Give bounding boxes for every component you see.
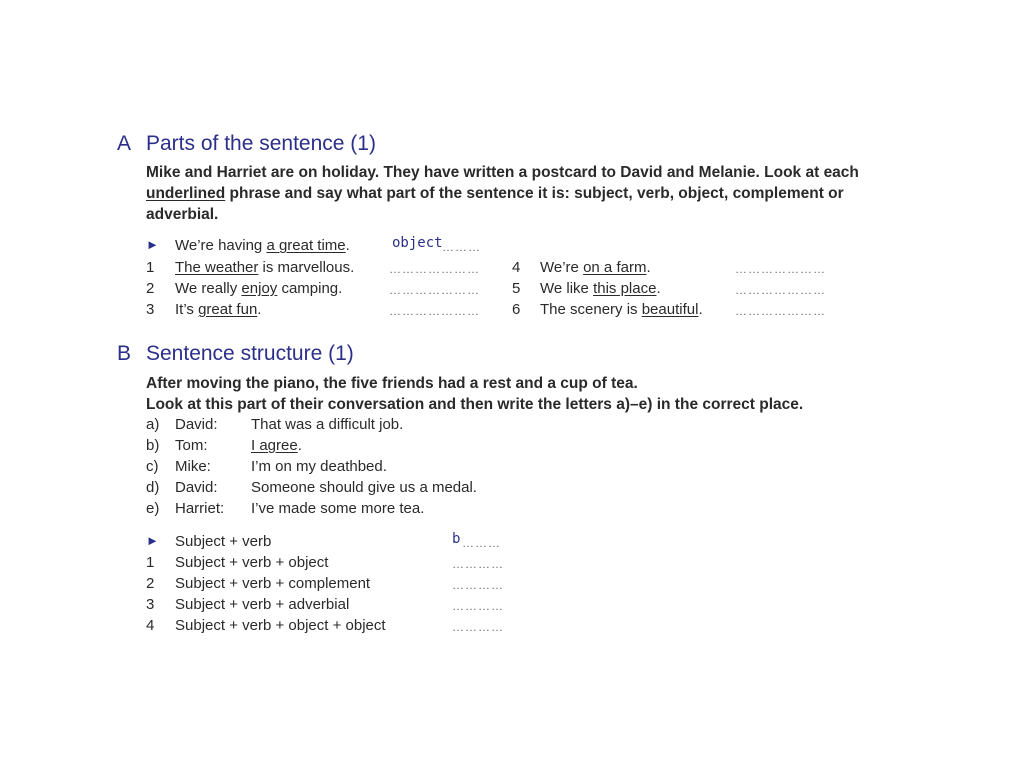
- example-answer: object: [392, 235, 443, 251]
- item-number: 2: [146, 575, 155, 592]
- section-a-item: [512, 301, 862, 322]
- sentence-text: .: [656, 280, 661, 297]
- answer-blank[interactable]: …………: [452, 620, 504, 634]
- dialogue-text: [251, 437, 302, 454]
- sentence-text: We’re: [540, 259, 584, 276]
- sentence-text: It’s: [175, 301, 199, 318]
- dialogue-line: [146, 500, 546, 521]
- dialogue-line: [146, 437, 546, 458]
- underlined-phrase: this place: [593, 280, 657, 297]
- instruction-line: Look at this part of their conversation and then write the letters a)–e) in the correct place.: [146, 396, 804, 413]
- underlined-phrase: beautiful: [641, 301, 699, 318]
- sentence-text: We like: [540, 280, 594, 297]
- dialogue-text: [251, 416, 403, 433]
- line-text: I’m on my deathbed.: [251, 458, 387, 475]
- item-number: 6: [512, 301, 521, 318]
- sentence-text: is marvellous.: [258, 259, 355, 276]
- answer-blank[interactable]: …………………: [389, 283, 480, 297]
- item-sentence: [540, 259, 651, 276]
- structure-text: Subject + verb + complement: [175, 575, 371, 592]
- section-a-item: [146, 280, 506, 301]
- answer-dots: ………: [462, 536, 501, 550]
- answer-blank[interactable]: …………………: [389, 304, 480, 318]
- item-number: 4: [146, 617, 155, 634]
- speaker-name: David:: [175, 479, 218, 496]
- dialogue-text: [251, 479, 477, 496]
- item-number: 3: [146, 596, 155, 613]
- instruction-text: phrase and say what part of the sentence it is: subject, verb, object, complement or: [225, 185, 844, 202]
- underlined-word: underlined: [146, 185, 226, 202]
- sentence-text: We’re having: [175, 237, 267, 254]
- item-sentence: [175, 280, 342, 297]
- structure-item: [146, 596, 526, 617]
- item-number: 4: [512, 259, 521, 276]
- section-a-item: [512, 280, 862, 301]
- dialogue-line: [146, 458, 546, 479]
- item-sentence: [540, 280, 661, 297]
- example-answer: b: [452, 531, 461, 547]
- answer-blank[interactable]: …………………: [735, 283, 826, 297]
- example-arrow-icon: ►: [146, 533, 159, 548]
- section-b-letter: B: [117, 342, 132, 365]
- answer-blank[interactable]: …………………: [389, 262, 480, 276]
- section-b-title: Sentence structure (1): [146, 342, 354, 365]
- answer-blank[interactable]: …………………: [735, 304, 826, 318]
- sentence-text: .: [646, 259, 651, 276]
- line-text: I’ve made some more tea.: [251, 500, 425, 517]
- answer-blank[interactable]: …………: [452, 578, 504, 592]
- speaker-name: Tom:: [175, 437, 208, 454]
- structure-text: Subject + verb: [175, 533, 272, 550]
- item-sentence: [540, 301, 703, 318]
- sentence-text: We really: [175, 280, 242, 297]
- dialogue-label: a): [146, 416, 160, 433]
- sentence-text: camping.: [277, 280, 343, 297]
- section-a-item: [512, 259, 862, 280]
- section-a-item: [146, 259, 506, 280]
- speaker-name: David:: [175, 416, 218, 433]
- sentence-text: The scenery is: [540, 301, 642, 318]
- example-arrow-icon: ►: [146, 237, 159, 252]
- sentence-text: .: [345, 237, 350, 254]
- line-text: .: [297, 437, 302, 454]
- section-a-item: [146, 301, 506, 322]
- example-sentence: [175, 237, 350, 254]
- line-text: Someone should give us a medal.: [251, 479, 477, 496]
- dialogue-label: b): [146, 437, 160, 454]
- underlined-phrase: on a farm: [583, 259, 647, 276]
- answer-blank[interactable]: …………: [452, 557, 504, 571]
- item-number: 2: [146, 280, 155, 297]
- dialogue-text: [251, 500, 424, 517]
- answer-blank[interactable]: …………: [452, 599, 504, 613]
- item-number: 5: [512, 280, 521, 297]
- section-a-title: Parts of the sentence (1): [146, 132, 376, 155]
- instruction-line: Mike and Harriet are on holiday. They have written a postcard to David and Melanie. Look at each: [146, 164, 859, 181]
- instruction-line: After moving the piano, the five friends had a rest and a cup of tea.: [146, 375, 638, 392]
- item-sentence: [175, 259, 354, 276]
- dialogue-text: [251, 458, 387, 475]
- section-a-letter: A: [117, 132, 132, 155]
- instruction-line: adverbial.: [146, 206, 219, 223]
- dialogue-label: d): [146, 479, 160, 496]
- structure-text: Subject + verb + object: [175, 554, 329, 571]
- dialogue-label: c): [146, 458, 159, 475]
- dialogue-label: e): [146, 500, 160, 517]
- item-number: 1: [146, 259, 155, 276]
- section-a-instruction: [146, 162, 859, 225]
- answer-dots: ………: [442, 240, 481, 254]
- structure-text: Subject + verb + adverbial: [175, 596, 350, 613]
- underlined-phrase: a great time: [266, 237, 346, 254]
- item-sentence: [175, 301, 261, 318]
- underlined-phrase: The weather: [175, 259, 259, 276]
- structure-text: Subject + verb + object + object: [175, 617, 386, 634]
- answer-blank[interactable]: …………………: [735, 262, 826, 276]
- section-b-instruction: [146, 373, 803, 415]
- structure-item: [146, 575, 526, 596]
- structure-item: [146, 554, 526, 575]
- instruction-line: [146, 183, 859, 204]
- speaker-name: Harriet:: [175, 500, 225, 517]
- underlined-phrase: great fun: [198, 301, 258, 318]
- section-b-example: [146, 533, 526, 554]
- structure-item: [146, 617, 526, 638]
- speaker-name: Mike:: [175, 458, 211, 475]
- underlined-phrase: I agree: [251, 437, 298, 454]
- item-number: 1: [146, 554, 155, 571]
- dialogue-line: [146, 416, 546, 437]
- sentence-text: .: [698, 301, 703, 318]
- underlined-phrase: enjoy: [241, 280, 278, 297]
- dialogue-line: [146, 479, 546, 500]
- sentence-text: .: [257, 301, 262, 318]
- line-text: That was a difficult job.: [251, 416, 404, 433]
- item-number: 3: [146, 301, 155, 318]
